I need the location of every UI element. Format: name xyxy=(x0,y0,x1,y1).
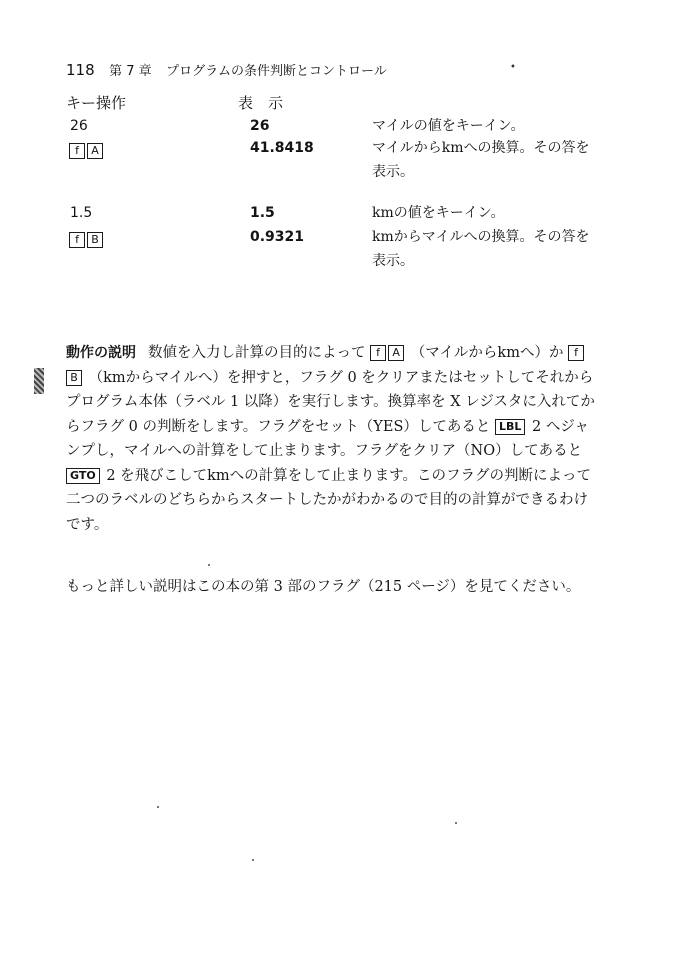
table-row-display: 26 xyxy=(250,118,270,134)
scan-speck xyxy=(455,822,457,824)
key-a: A xyxy=(388,345,404,361)
table-row-description: kmからマイルへの換算。その答を表示。 xyxy=(372,229,590,269)
table-row-description: マイルからkmへの換算。その答を表示。 xyxy=(372,140,590,180)
scan-speck xyxy=(252,859,254,861)
table-row-keys xyxy=(69,229,105,248)
table-row-key: 1.5 xyxy=(70,205,93,221)
paragraph-text: 数値を入力し計算の目的によって xyxy=(148,345,366,361)
paragraph-text: （マイルからkmへ）か xyxy=(410,345,564,361)
table-row-display: 0.9321 xyxy=(250,229,305,245)
explanation-paragraph xyxy=(66,341,596,537)
reference-paragraph: もっと詳しい説明はこの本の第 3 部のフラグ（215 ページ）を見てください。 xyxy=(66,579,581,595)
chapter-title: プログラムの条件判断とコントロール xyxy=(166,64,387,79)
key-f: f xyxy=(370,345,386,361)
key-b: B xyxy=(66,370,82,386)
running-header xyxy=(66,60,387,79)
table-row-display: 1.5 xyxy=(250,205,275,221)
table-row-key: 26 xyxy=(70,118,88,134)
key-a: A xyxy=(87,143,103,159)
key-f: f xyxy=(568,345,584,361)
table-row-description: kmの値をキーイン。 xyxy=(372,205,505,221)
speck-mark: • xyxy=(510,62,516,73)
table-row-display: 41.8418 xyxy=(250,140,314,156)
page-number: 118 xyxy=(66,61,95,79)
paragraph-text: 2 を飛びこしてkmへの計算をして止まります。このフラグの判断によって二つのラベルのどちらからスタートしたかがわかるので目的の計算ができるわけです。 xyxy=(66,467,592,533)
column-header-display: 表 示 xyxy=(238,94,284,112)
scan-speck xyxy=(157,806,159,808)
key-gto: GTO xyxy=(66,468,100,484)
table-row-description: マイルの値をキーイン。 xyxy=(372,118,525,134)
key-f: f xyxy=(69,232,85,248)
key-b: B xyxy=(87,232,103,248)
column-header-key: キー操作 xyxy=(66,94,127,112)
paragraph-text: （kmからマイルへ）を押すと，フラグ 0 をクリアまたはセットしてそれからプログラム本体（ラベル 1 以降）を実行します。換算率を X レジスタに入れてからフラグ 0 の判断をします。フラグをセット（YES）してあると xyxy=(66,369,595,435)
key-lbl: LBL xyxy=(495,419,525,435)
key-f: f xyxy=(69,143,85,159)
paragraph-text: 2 へジャンプし，マイルへの計算をして止まります。フラグをクリア（NO）してあると xyxy=(66,418,590,459)
chapter-label: 第 7 章 xyxy=(109,64,152,79)
margin-index-mark xyxy=(34,368,44,394)
section-lead: 動作の説明 xyxy=(66,345,136,361)
scan-speck xyxy=(208,564,210,566)
table-row-keys xyxy=(69,140,105,159)
